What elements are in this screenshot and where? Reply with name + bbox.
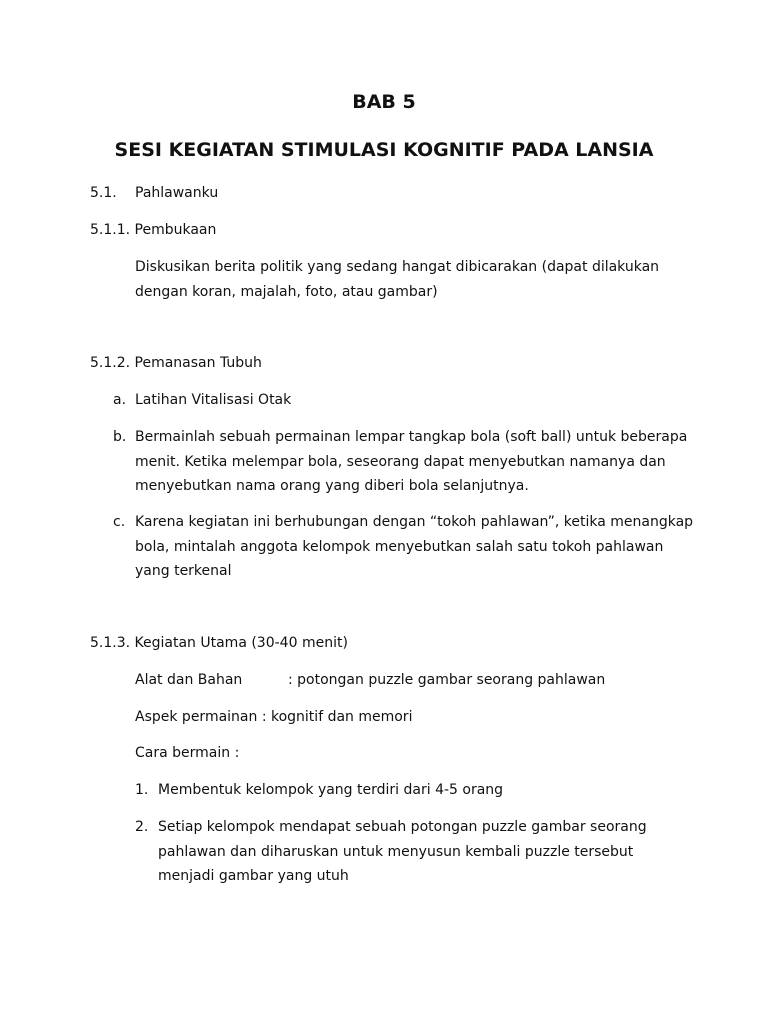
list-letter: b. [113,429,127,445]
subsection-heading-kegiatan-utama: 5.1.3. Kegiatan Utama (30-40 menit) [90,635,348,651]
list-item-text: Bermainlah sebuah permainan lempar tangkap bola (soft ball) untuk beberapa menit. Ketika melempar bola, seseorang dapat menyebutkan namanya dan menyebutkan nama orang yang diberi bola selanjutnya. [135,429,688,494]
aspek-line: Aspek permainan : kognitif dan memori [135,709,413,725]
list-letter: a. [113,392,127,408]
step-number: 1. [135,782,149,798]
list-item-text: Latihan Vitalisasi Otak [135,392,292,408]
section-title: Pahlawanku [135,185,219,201]
step-text: Membentuk kelompok yang terdiri dari 4-5 orang [158,782,504,798]
alat-label: Alat dan Bahan [135,672,243,688]
step-text: Setiap kelompok mendapat sebuah potongan puzzle gambar seorang pahlawan dan diharuskan untuk menyusun kembali puzzle tersebut menjadi gambar yang utuh [158,819,647,884]
section-number: 5.1. [90,185,117,201]
subsection-heading-pemanasan: 5.1.2. Pemanasan Tubuh [90,355,262,371]
alat-value: : potongan puzzle gambar seorang pahlawan [288,672,606,688]
pembukaan-paragraph: Diskusikan berita politik yang sedang hangat dibicarakan (dapat dilakukan dengan koran, majalah, foto, atau gambar) [135,259,660,300]
list-letter: c. [113,514,126,530]
list-item-text: Karena kegiatan ini berhubungan dengan “tokoh pahlawan”, ketika menangkap bola, mintalah anggota kelompok menyebutkan salah satu tokoh pahlawan yang terkenal [135,514,694,579]
chapter-heading: BAB 5 [352,91,416,113]
cara-bermain-label: Cara bermain : [135,745,240,761]
chapter-title: SESI KEGIATAN STIMULASI KOGNITIF PADA LANSIA [114,139,654,161]
subsection-heading-pembukaan: 5.1.1. Pembukaan [90,222,217,238]
step-number: 2. [135,819,149,835]
